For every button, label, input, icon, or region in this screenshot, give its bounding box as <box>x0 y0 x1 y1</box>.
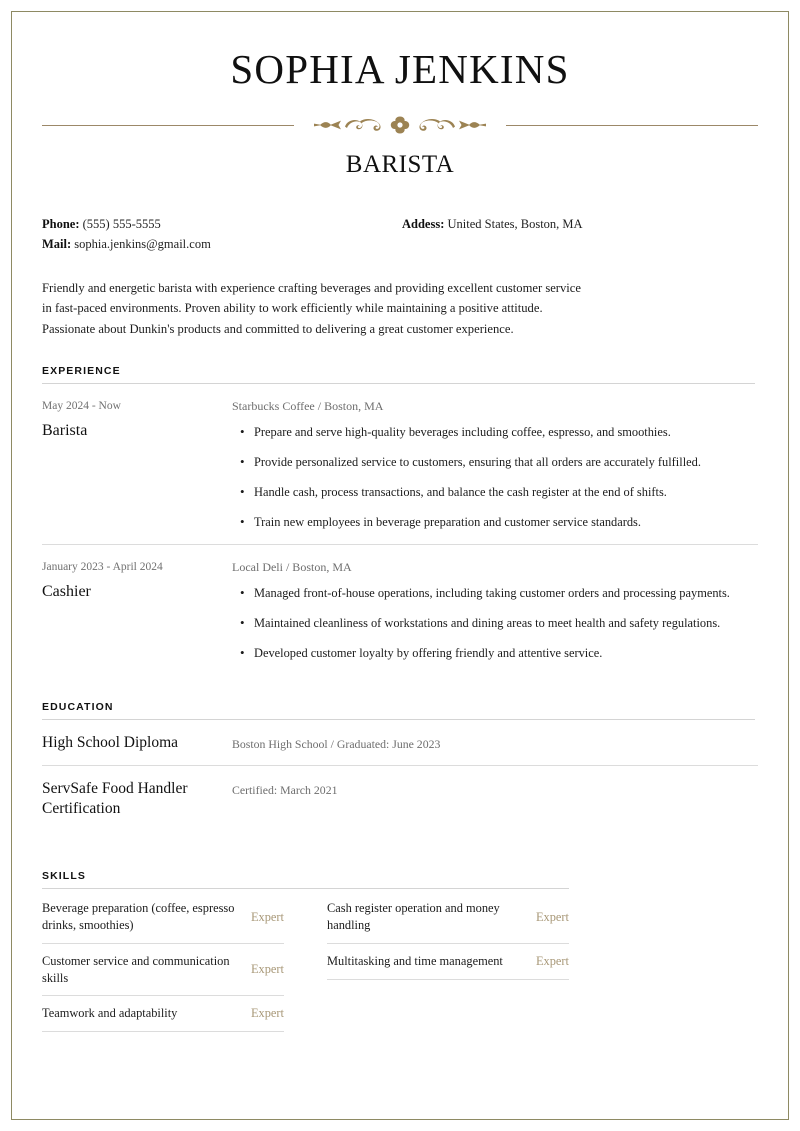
skill-row <box>42 891 284 943</box>
contact-block <box>42 215 758 254</box>
phone-label: Phone: <box>42 217 80 232</box>
skill-level: Expert <box>250 1006 284 1021</box>
contact-mail-row <box>42 235 758 254</box>
experience-section-title: EXPERIENCE <box>42 365 121 378</box>
experience-item-left <box>42 557 232 665</box>
education-section <box>42 701 758 845</box>
education-degree: ServSafe Food Handler Certification <box>42 780 188 818</box>
candidate-job-title: BARISTA <box>345 151 455 179</box>
education-item-left <box>42 733 232 753</box>
education-section-title: EDUCATION <box>42 700 114 713</box>
experience-bullet-list <box>232 585 758 663</box>
experience-section <box>42 365 758 674</box>
education-meta: Boston High School / Graduated: June 2023 <box>232 736 441 751</box>
list-item: • Prepare and serve high-quality beverages including coffee, espresso, and smoothies. <box>232 424 758 442</box>
education-meta: Certified: March 2021 <box>232 783 338 798</box>
experience-date: January 2023 - April 2024 <box>42 560 163 573</box>
professional-summary: Friendly and energetic barista with experience crafting beverages and providing excellent customer service in fast-paced environments. Proven ability to work efficiently while maintaining a positive attitude. Passionate about Dunkin's products and committed to delivering a great customer experience. <box>42 280 581 336</box>
experience-role: Cashier <box>42 582 91 600</box>
skills-section-rule <box>42 888 569 889</box>
experience-item-left <box>42 396 232 534</box>
list-item: • Managed front-of-house operations, including taking customer orders and processing payments. <box>232 585 758 603</box>
contact-phone-row <box>42 215 758 234</box>
skills-column-right <box>327 891 569 1032</box>
skill-level: Expert <box>535 909 569 924</box>
experience-item <box>42 545 758 675</box>
experience-item <box>42 384 758 545</box>
education-item <box>42 766 758 844</box>
resume-header <box>42 46 758 179</box>
education-item-left <box>42 779 232 831</box>
skills-section <box>42 870 758 1032</box>
education-item-right <box>232 733 758 753</box>
skill-row <box>42 996 284 1032</box>
candidate-name: SOPHIA JENKINS <box>230 46 570 92</box>
experience-role: Barista <box>42 422 88 440</box>
education-item <box>42 720 758 767</box>
list-item: • Handle cash, process transactions, and balance the cash register at the end of shifts. <box>232 484 758 502</box>
list-item: • Maintained cleanliness of workstations and dining areas to meet health and safety regulations. <box>232 615 758 633</box>
phone-value: (555) 555-5555 <box>82 217 161 232</box>
skills-section-title: SKILLS <box>42 870 86 883</box>
experience-date: May 2024 - Now <box>42 400 121 413</box>
experience-item-right <box>232 396 758 534</box>
skill-row <box>42 944 284 996</box>
education-item-right <box>232 779 758 831</box>
address-label: Addess: <box>402 217 445 232</box>
list-item: • Train new employees in beverage preparation and customer service standards. <box>232 514 758 532</box>
skill-name: Cash register operation and money handling <box>327 901 500 933</box>
experience-bullet-list <box>232 424 758 532</box>
skill-row <box>327 891 569 943</box>
contact-left-column <box>42 215 758 254</box>
floral-divider-ornament-icon <box>294 112 506 138</box>
header-ornament-divider <box>42 109 758 141</box>
skill-name: Customer service and communication skills <box>42 953 230 985</box>
skill-level: Expert <box>535 953 569 968</box>
skill-name: Multitasking and time management <box>327 953 503 968</box>
education-degree: High School Diploma <box>42 733 179 751</box>
list-item: • Provide personalized service to customers, ensuring that all orders are accurately fulfilled. <box>232 454 758 472</box>
contact-address-row <box>402 215 583 234</box>
experience-item-right <box>232 557 758 665</box>
address-value: United States, Boston, MA <box>447 217 583 232</box>
mail-value: sophia.jenkins@gmail.com <box>74 236 211 251</box>
list-item: • Developed customer loyalty by offering friendly and attentive service. <box>232 645 758 663</box>
mail-label: Mail: <box>42 236 72 251</box>
skills-grid <box>42 891 758 1032</box>
skill-row <box>327 944 569 980</box>
experience-company: Local Deli / Boston, MA <box>232 559 352 574</box>
experience-company: Starbucks Coffee / Boston, MA <box>232 399 384 414</box>
skill-name: Teamwork and adaptability <box>42 1006 178 1021</box>
skill-level: Expert <box>250 909 284 924</box>
skill-name: Beverage preparation (coffee, espresso drinks, smoothies) <box>42 901 235 933</box>
skill-level: Expert <box>250 962 284 977</box>
resume-content <box>42 30 758 1032</box>
skills-column-left <box>42 891 284 1032</box>
